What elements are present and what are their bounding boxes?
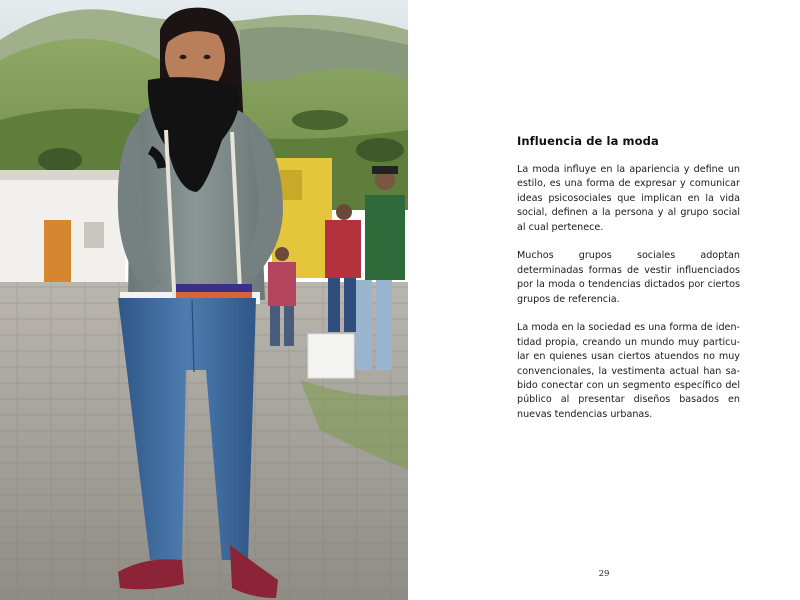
section-heading: Influencia de la moda xyxy=(517,134,659,148)
text-page xyxy=(408,0,800,600)
paragraph-3: La moda en la sociedad es una forma de identidad propia, creando un mundo muy particular en quienes usan ciertos atuendos no muy convencionales, la vestimenta actual han sabido conectar con un segmento específico del público al presentar diseños basados en nuevas tendencias urbanas. xyxy=(517,322,740,420)
page-number: 29 xyxy=(598,569,610,579)
body-text xyxy=(517,163,740,437)
paragraph-1: La moda influye en la apariencia y define un estilo, es una forma de expresar y comunicar ideas psicosociales que implican en la vida social, definen a la persona y al grupo social al cual pertenece. xyxy=(517,164,740,233)
paragraph-2: Muchos grupos sociales adoptan determinadas formas de vestir influenciados por la moda o tendencias dictados por ciertos grupos de referencia. xyxy=(517,250,740,305)
